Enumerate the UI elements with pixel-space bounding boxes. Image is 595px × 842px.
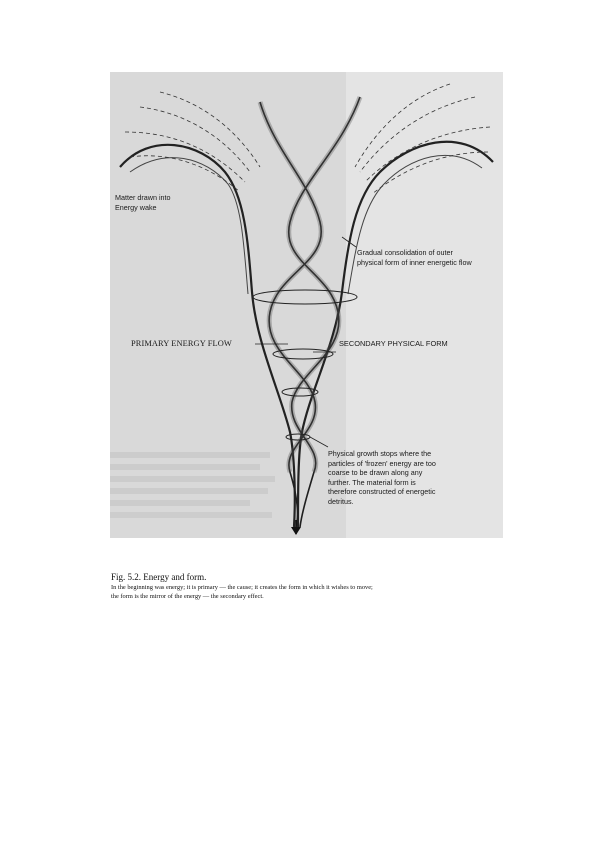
matter-drawn-label: Matter drawn into Energy wake — [115, 193, 171, 212]
caption-title: Fig. 5.2. Energy and form. — [111, 572, 207, 582]
primary-energy-flow-label: PRIMARY ENERGY FLOW — [131, 339, 232, 348]
energy-form-illustration — [110, 72, 503, 538]
caption-line: In the beginning was energy; it is primary — the cause; it creates the form in which it wishes to move; — [111, 584, 373, 591]
physical-growth-label: Physical growth stops where the particles of 'frozen' energy are too coarse to be drawn along any further. The material form is therefore constructed of energetic detritus. — [328, 449, 436, 506]
secondary-physical-form-label: SECONDARY PHYSICAL FORM — [339, 339, 448, 348]
gradual-consolidation-label: Gradual consolidation of outer physical form of inner energetic flow — [357, 248, 472, 267]
caption-line: the form is the mirror of the energy — the secondary effect. — [111, 593, 264, 601]
energy-flow-drawing — [110, 72, 503, 538]
figure-caption — [111, 572, 511, 602]
